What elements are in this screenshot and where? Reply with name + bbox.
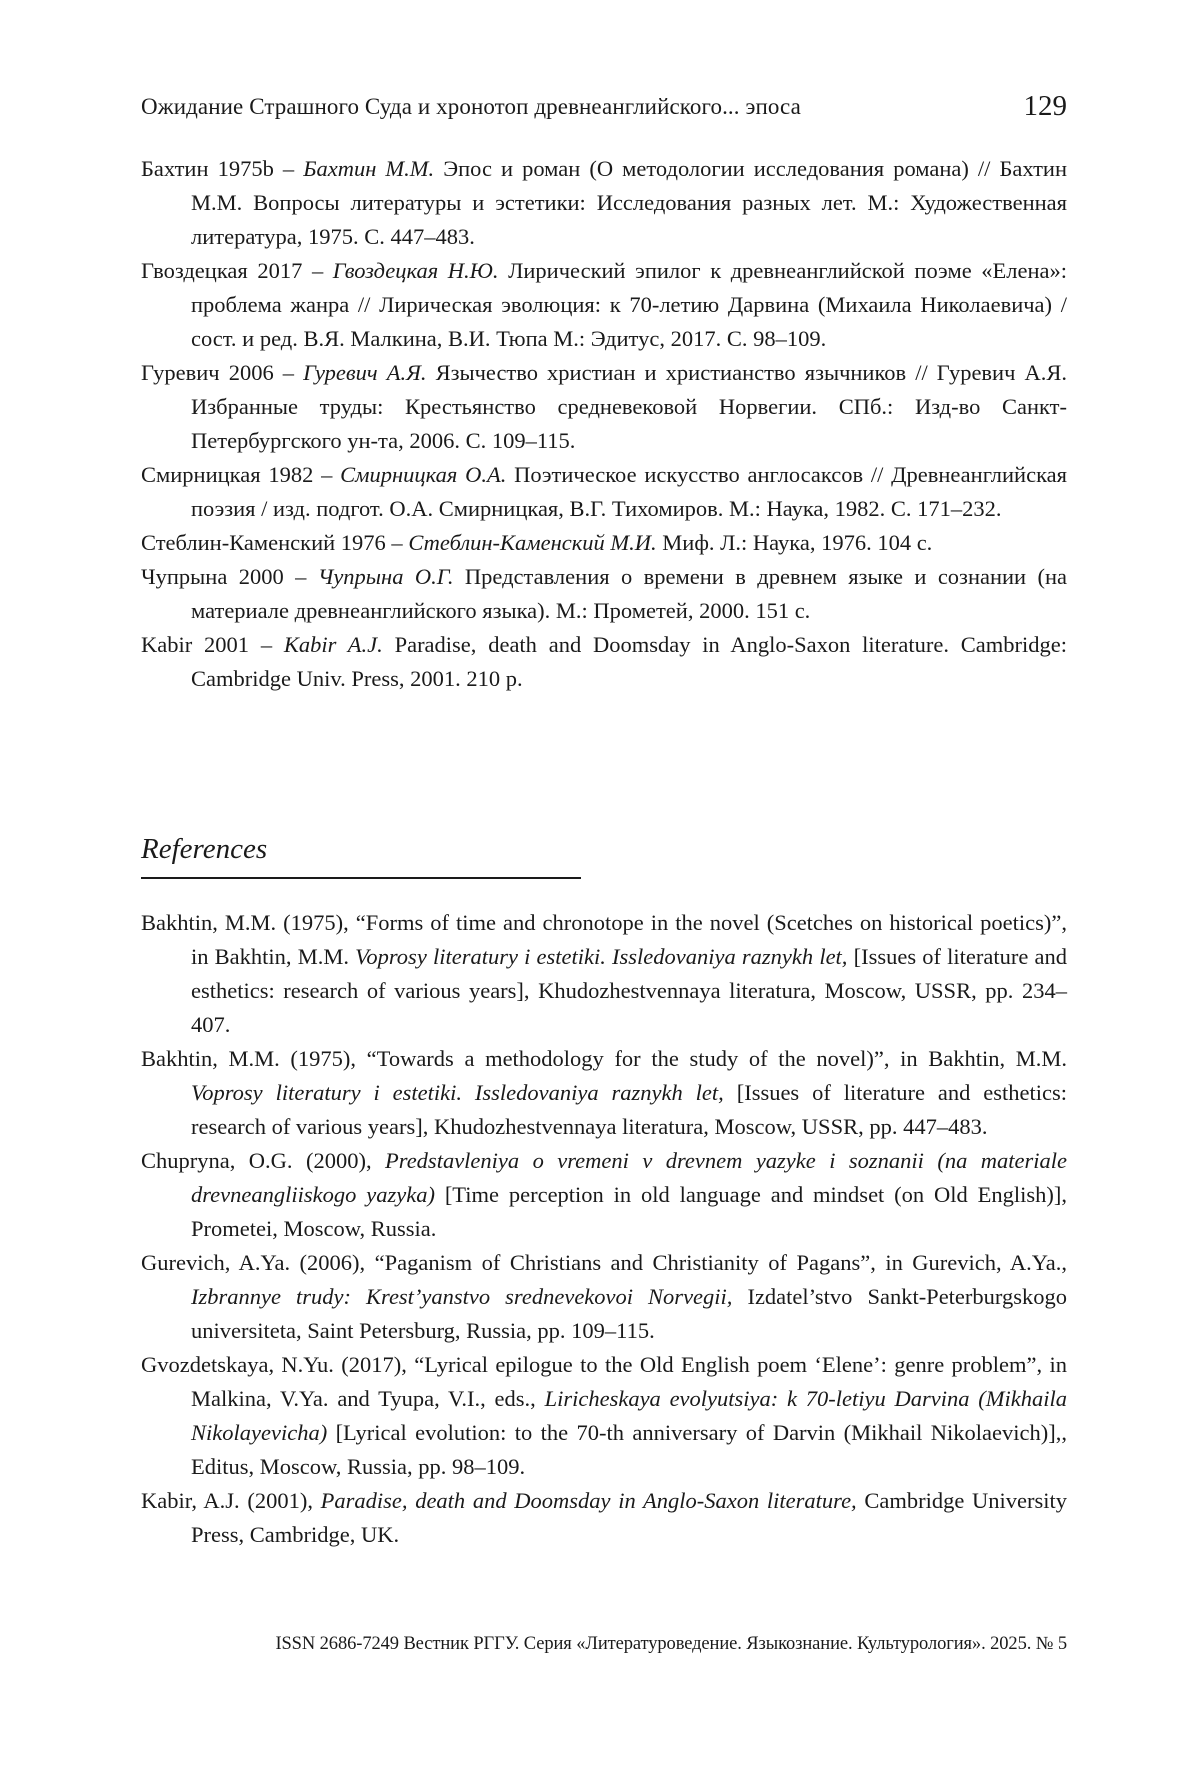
heading-underline: [141, 877, 581, 879]
reference-entry: [141, 628, 1067, 696]
reference-entry: [141, 526, 1067, 560]
reference-author: Бахтин М.М.: [303, 156, 434, 181]
reference-entry: [141, 1246, 1067, 1348]
reference-text: [Time perception in old language and mindset (on Old English)], Prometei, Moscow, Russia.: [191, 1182, 1067, 1241]
reference-title: Predstavleniya o vremeni v drevnem yazyke i soznanii (na materiale drevneangliiskogo yazyka): [191, 1148, 1067, 1207]
reference-entry: [141, 254, 1067, 356]
reference-entry: [141, 560, 1067, 628]
reference-key: Kabir 2001 –: [141, 632, 272, 657]
reference-entry: [141, 906, 1067, 1042]
reference-entry: [141, 1144, 1067, 1246]
reference-title: Voprosy literatury i estetiki. Issledovaniya raznykh let,: [355, 944, 847, 969]
reference-title: Liricheskaya evolyutsiya: k 70-letiyu Darvina (Mikhaila Nikolayevicha): [191, 1386, 1067, 1445]
reference-text: Эпос и роман (О методологии исследования романа) // Бахтин М.М. Вопросы литературы и эстетики: Исследования разных лет. М.: Художественная литература, 1975. С. 447–483.: [191, 156, 1067, 249]
reference-text: Paradise, death and Doomsday in Anglo-Saxon literature. Cambridge: Cambridge Univ. Press, 2001. 210 p.: [191, 632, 1067, 691]
reference-text: Поэтическое искусство англосаксов // Древнеанглийская поэзия / изд. подгот. О.А. Смирницкая, В.Г. Тихомиров. М.: Наука, 1982. С. 171–232.: [191, 462, 1067, 521]
running-title: Ожидание Страшного Суда и хронотоп древнеанглийского... эпоса: [141, 94, 801, 120]
english-reference-list: [141, 906, 1067, 1552]
reference-text: Gvozdetskaya, N.Yu. (2017), “Lyrical epilogue to the Old English poem ‘Elene’: genre problem”, in Malkina, V.Ya. and Tyupa, V.I., eds.,: [141, 1352, 1067, 1411]
reference-text: Cambridge University Press, Cambridge, UK.: [191, 1488, 1067, 1547]
document-page: [141, 0, 1067, 1780]
reference-title: Paradise, death and Doomsday in Anglo-Saxon literature,: [321, 1488, 857, 1513]
reference-entry: [141, 1042, 1067, 1144]
journal-footer: ISSN 2686-7249 Вестник РГГУ. Серия «Литературоведение. Языкознание. Культурология». 2025. № 5: [141, 1634, 1067, 1655]
reference-text: [Lyrical evolution: to the 70-th anniversary of Darvin (Mikhail Nikolaevich)],, Editus, Moscow, Russia, pp. 98–109.: [191, 1420, 1067, 1479]
reference-author: Чупрына О.Г.: [318, 564, 454, 589]
reference-entry: [141, 1484, 1067, 1552]
reference-key: Гвоздецкая 2017 –: [141, 258, 323, 283]
reference-key: Стеблин-Каменский 1976 –: [141, 530, 403, 555]
reference-text: Язычество христиан и христианство язычников // Гуревич А.Я. Избранные труды: Крестьянство средневековой Норвегии. СПб.: Изд-во Санкт-Петербургского ун-та, 2006. С. 109–115.: [191, 360, 1067, 453]
reference-text: Миф. Л.: Наука, 1976. 104 с.: [662, 530, 932, 555]
reference-title: Izbrannye trudy: Krest’yanstvo srednevekovoi Norvegii,: [191, 1284, 732, 1309]
reference-entry: [141, 458, 1067, 526]
reference-text: Gurevich, A.Ya. (2006), “Paganism of Christians and Christianity of Pagans”, in Gurevich, A.Ya.,: [141, 1250, 1067, 1275]
reference-text: Bakhtin, M.M. (1975), “Forms of time and chronotope in the novel (Scetches on historical poetics)”, in Bakhtin, M.M.: [141, 910, 1067, 969]
running-head: [141, 90, 1067, 126]
reference-text: Kabir, A.J. (2001),: [141, 1488, 313, 1513]
reference-author: Kabir A.J.: [284, 632, 383, 657]
page-number: 129: [1024, 90, 1068, 123]
reference-title: Voprosy literatury i estetiki. Issledovaniya raznykh let,: [191, 1080, 724, 1105]
reference-key: Гуревич 2006 –: [141, 360, 294, 385]
reference-entry: [141, 1348, 1067, 1484]
reference-key: Смирницкая 1982 –: [141, 462, 332, 487]
reference-text: [Issues of literature and esthetics: research of various years], Khudozhestvennaya literatura, Moscow, USSR, pp. 447–483.: [191, 1080, 1067, 1139]
reference-key: Бахтин 1975b –: [141, 156, 294, 181]
reference-text: Bakhtin, M.M. (1975), “Towards a methodology for the study of the novel)”, in Bakhtin, M.M.: [141, 1046, 1067, 1071]
reference-text: [Issues of literature and esthetics: research of various years], Khudozhestvennaya literatura, Moscow, USSR, pp. 234–407.: [191, 944, 1067, 1037]
reference-text: Представления о времени в древнем языке и сознании (на материале древнеанглийского языка). М.: Прометей, 2000. 151 с.: [191, 564, 1067, 623]
reference-entry: [141, 152, 1067, 254]
reference-author: Гвоздецкая Н.Ю.: [333, 258, 499, 283]
reference-author: Гуревич А.Я.: [303, 360, 426, 385]
reference-author: Смирницкая О.А.: [340, 462, 506, 487]
reference-text: Izdatel’stvo Sankt-Peterburgskogo universiteta, Saint Petersburg, Russia, pp. 109–115.: [191, 1284, 1067, 1343]
references-heading: References: [141, 833, 267, 866]
reference-key: Чупрына 2000 –: [141, 564, 306, 589]
reference-entry: [141, 356, 1067, 458]
reference-author: Стеблин-Каменский М.И.: [408, 530, 656, 555]
russian-reference-list: [141, 152, 1067, 696]
reference-text: Лирический эпилог к древнеанглийской поэме «Елена»: проблема жанра // Лирическая эволюция: к 70-летию Дарвина (Михаила Николаевича) / сост. и ред. В.Я. Малкина, В.И. Тюпа М.: Эдитус, 2017. С. 98–109.: [191, 258, 1067, 351]
reference-text: Chupryna, O.G. (2000),: [141, 1148, 372, 1173]
